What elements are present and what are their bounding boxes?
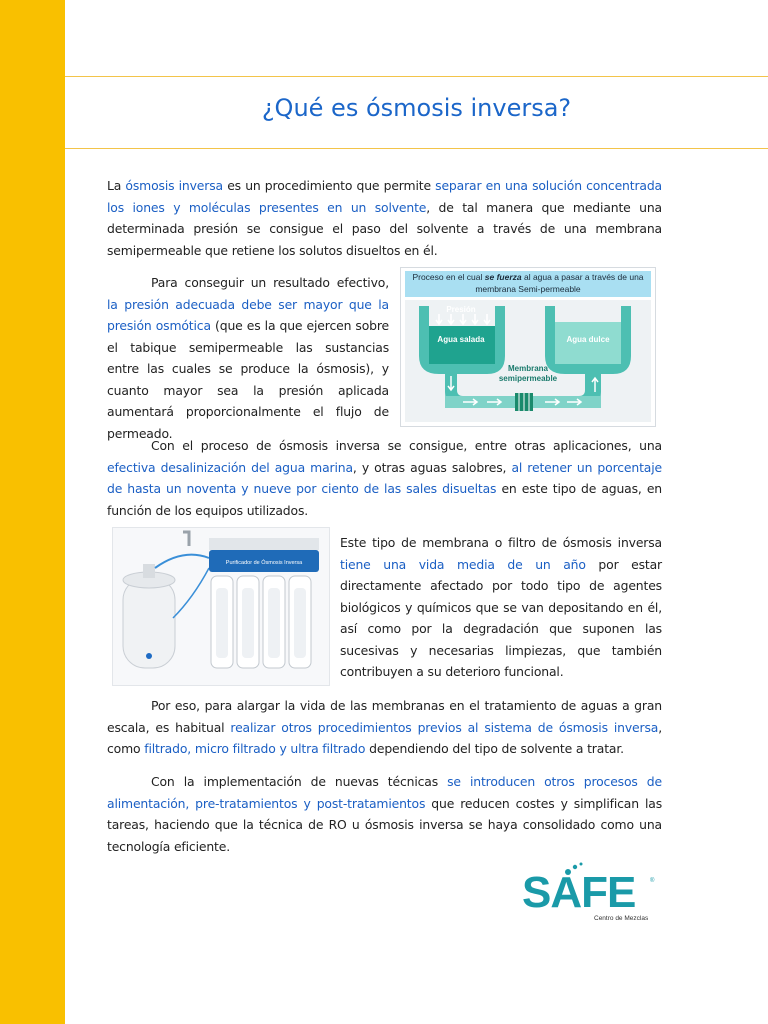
- highlight-text: efectiva desalinización del agua marina: [107, 459, 353, 475]
- highlight-text: filtrado, micro filtrado y ultra filtrado: [144, 741, 366, 756]
- yellow-side-bar: [0, 0, 65, 1024]
- highlight-text: la presión adecuada debe ser mayor que la presión osmótica: [107, 296, 389, 333]
- highlight-text: se introducen otros procesos de alimentación, pre-tratamientos y post-tratamientos: [107, 774, 662, 811]
- fresh-water-label: Agua dulce: [566, 335, 610, 344]
- ro-purifier-photo: [112, 527, 330, 686]
- purifier-label: Purificador de Ósmosis Inversa: [225, 560, 303, 566]
- logo-registered-mark: ®: [650, 878, 655, 884]
- title-rule: [65, 148, 768, 149]
- paragraph-intro: La ósmosis inversa es un procedimiento que permite separar en una solución concentrada los iones y moléculas presentes en un solvente, de tal manera que mediante una determinada presión se consigue el paso del solvente a través de una membrana semipermeable que retiene los solutos disueltos en él.: [107, 178, 662, 258]
- highlight-text: tiene una vida media de un año: [340, 556, 586, 572]
- diagram-caption: Proceso en el cual se fuerza al agua a pasar a través de una membrana Semi-permeable: [405, 271, 651, 297]
- salt-water-label: Agua salada: [437, 335, 485, 344]
- pressure-label: Presión: [446, 305, 476, 314]
- osmosis-diagram: [400, 267, 656, 427]
- logo-wordmark: SAFE: [522, 868, 636, 917]
- paragraph-desalination: Con el proceso de ósmosis inversa se consigue, entre otras aplicaciones, una efectiva desalinización del agua marina, y otras aguas salobres, al retener un porcentaje de hasta un noventa y nueve por ciento de las sales disueltas en este tipo de aguas, en función de los equipos utilizados.: [107, 438, 663, 518]
- paragraph-pressure: Para conseguir un resultado efectivo, la presión adecuada debe ser mayor que la presión osmótica (que es la que ejercen sobre el tabique semipermeable las sustancias entre las cuales se produce la ósmosis), y cuanto mayor sea la presión aplicada aumentará proporcionalmente el flujo de permeado.: [107, 275, 390, 441]
- diagram-illustration: [405, 300, 651, 422]
- highlight-text: separar en una solución concentrada los iones y moléculas presentes en un solvente: [107, 178, 662, 215]
- top-rule: [65, 76, 768, 77]
- page-title: ¿Qué es ósmosis inversa?: [261, 94, 572, 122]
- highlight-text: ósmosis inversa: [125, 178, 223, 193]
- paragraph-new-techniques: Con la implementación de nuevas técnicas se introducen otros procesos de alimentación, pre-tratamientos y post-tratamientos que reducen costes y simplifican las tareas, haciendo que la técnica de RO u ósmosis inversa se haya consolidado como una tecnología eficiente.: [107, 774, 662, 854]
- logo-subtitle: Centro de Mezclas: [594, 915, 649, 922]
- paragraph-pretreatment: Por eso, para alargar la vida de las membranas en el tratamiento de aguas a gran escala, es habitual realizar otros procedimientos previos al sistema de ósmosis inversa, como filtrado, micro filtrado y ultra filtrado dependiendo del tipo de solvente a tratar.: [107, 698, 662, 756]
- highlight-text: realizar otros procedimientos previos al sistema de ósmosis inversa: [230, 719, 659, 735]
- membrane-label: Membrana semipermeable: [498, 364, 558, 383]
- safe-logo: [522, 868, 662, 928]
- paragraph-membrane-life: Este tipo de membrana o filtro de ósmosis inversa tiene una vida media de un año por estar directamente afectado por todo tipo de agentes biológicos y químicos que se van depositando en él, así como por la degradación que suponen las sucesivas y necesarias limpiezas, que también contribuyen a su deterioro funcional.: [340, 535, 662, 679]
- highlight-text: al retener un porcentaje de hasta un noventa y nueve por ciento de las sales disueltas: [107, 459, 662, 496]
